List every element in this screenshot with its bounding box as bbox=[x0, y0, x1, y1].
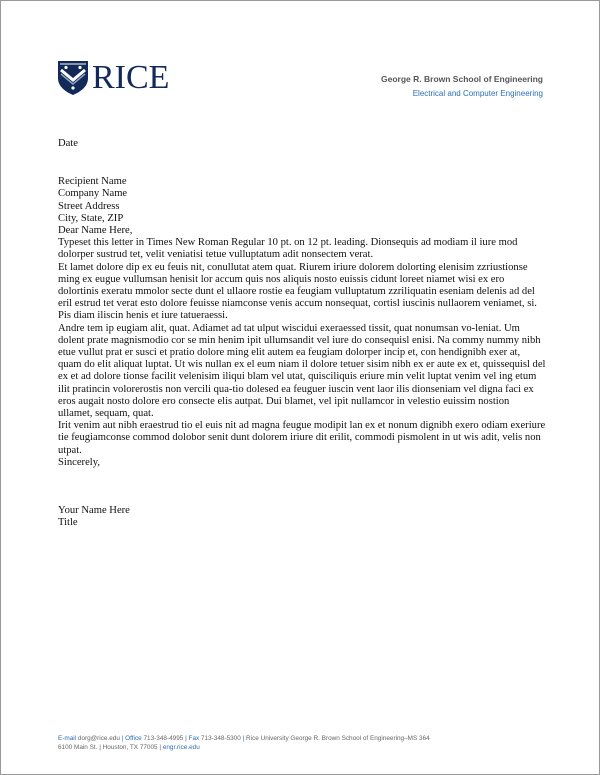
signer-name: Your Name Here bbox=[58, 505, 130, 517]
recipient-address bbox=[58, 176, 546, 225]
body-paragraph: Et lamet dolore dip ex eu feuis nit, conullutat atem quat. Riurem iriure dolorem dolorting elenisim zzriustionse ming ex eugue vullumsan henisit lor accum quis nos aliquis nosto euissis cidunt loreet niamet wisi ex ero dolortinis exeratu mmolor secte dunt el ullaore rostie ea feugiam vulluptatum zzriliquatin eseniam delenis ad del eril estrud tet verat esto dolore feuisse niamconse venis accum nonsequat, cortisl iuscinis nullaorem veniamet, si. Pis diam iliscin henis et iure tatueraessi. bbox=[58, 261, 537, 322]
closing: Sincerely, bbox=[58, 456, 100, 468]
rice-shield-icon bbox=[57, 60, 89, 96]
salutation: Dear Name Here, bbox=[58, 225, 133, 237]
street-address: 6100 Main St. | Houston, TX 77005 | bbox=[58, 744, 162, 751]
body-paragraph: Andre tem ip eugiam alit, quat. Adiamet ad tat ulput wiscidui exeraessed tissit, quat nonumsan vo-leniat. Um dolent prate magnismodio cor se min henim ipit ullumsandit vel iure do consequisl enisi. Na commy nummy nibh etue vullut prat er susci et pratio dolore ming elit autem ea feugiam dolorper incip et, con hendignibh exer at, quam do elit aliquat luptat. Ut wis nullan ex el eum niam il dolore tetuer sisim nibh ex er aute ex et, quissequisl del ex et ad dolore tionse facilit velenisim iliqui blam vel utat, quisciliquis eriure min velit luptat venim vel ing etum ilit pratincin volorerostis non vercili qua-tio dolesed ea feuguer iuscin vent laor ilis dionseniam vel digna faci ex eros augait nosto dolore ero consecte elis autpat. Dui blamet, vel ipit nullamcor in velestio euissim nostion ullamet, sequam, quat. bbox=[58, 322, 546, 420]
email-label: E-mail bbox=[58, 735, 77, 742]
signer-title: Title bbox=[58, 517, 78, 529]
office-phone: 713-348-4995 bbox=[143, 735, 184, 742]
letter-body bbox=[58, 138, 546, 529]
recipient-line: Street Address bbox=[58, 200, 120, 212]
office-label: Office bbox=[125, 735, 142, 742]
department-name: Electrical and Computer Engineering bbox=[412, 89, 543, 98]
footer-contact-line: E-mail dorg@rice.edu | Office 713-348-4995 | Fax 713-348-5300 | Rice University George R. Brown School of Engineering–MS 364 bbox=[58, 735, 430, 742]
school-name: George R. Brown School of Engineering bbox=[381, 74, 543, 84]
letterhead-footer bbox=[58, 734, 548, 752]
website-link[interactable]: engr.rice.edu bbox=[162, 744, 200, 751]
footer-address-line bbox=[58, 743, 548, 752]
recipient-line: Recipient Name bbox=[58, 176, 127, 188]
rice-wordmark: RICE bbox=[92, 59, 170, 96]
signature-block bbox=[58, 505, 546, 529]
recipient-line: Company Name bbox=[58, 188, 128, 200]
recipient-line: City, State, ZIP bbox=[58, 212, 124, 224]
body-paragraph: Irit venim aut nibh eraestrud tio el euis nit ad magna feugue modipit lan ex et nonum dignibh exero odiam exeriure tie feugiamconse commod dolobor senit dunt dolorem iriure dit erilit, commodi pismolent in ut wis adit, velis non utpat. bbox=[58, 420, 546, 456]
rice-logo bbox=[57, 60, 169, 96]
fax-number: 713-348-5300 bbox=[200, 735, 241, 742]
body-paragraph: Typeset this letter in Times New Roman Regular 10 pt. on 12 pt. leading. Dionsequis ad modiam il iure mod dolorper sustrud tet, velit veniatisi tetue vulluptatum adit nonsectem verat. bbox=[58, 237, 518, 261]
school-heading bbox=[381, 74, 543, 98]
organization: Rice University George R. Brown School of Engineering–MS 364 bbox=[246, 735, 430, 742]
letter-date: Date bbox=[58, 138, 78, 149]
email-address[interactable]: dorg@rice.edu bbox=[77, 735, 120, 742]
fax-label: Fax bbox=[188, 735, 200, 742]
